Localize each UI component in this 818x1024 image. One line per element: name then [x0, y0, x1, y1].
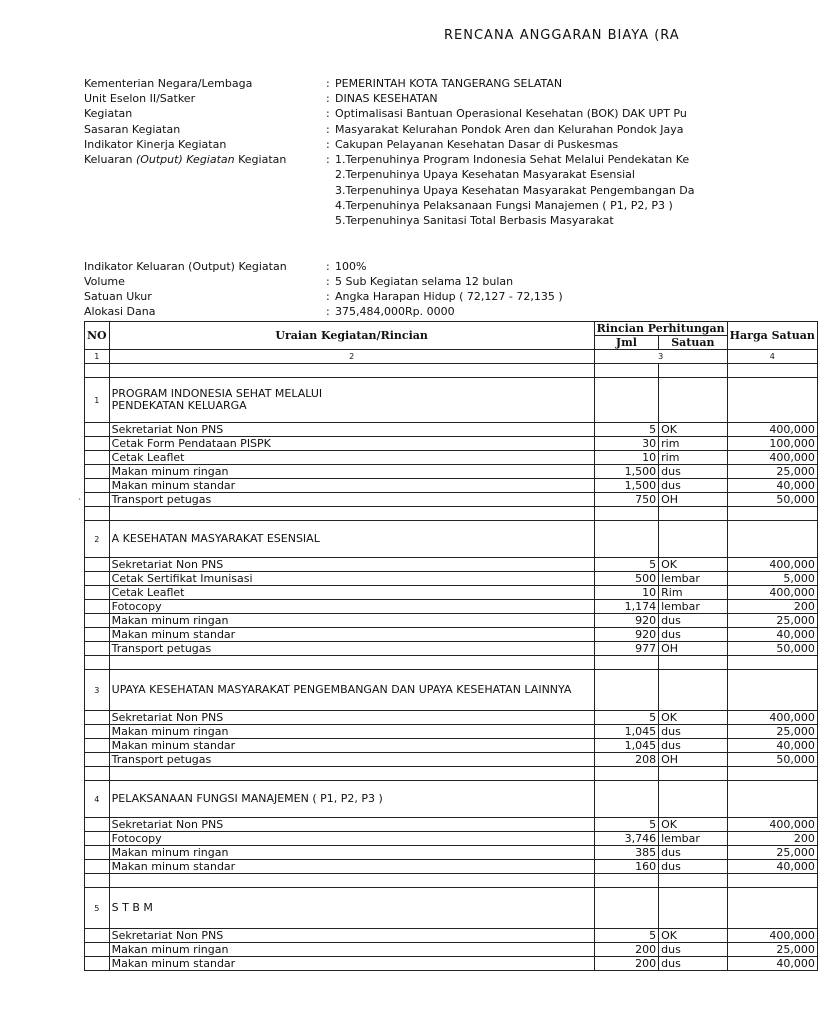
cell — [594, 656, 658, 670]
item-name: Sekretariat Non PNS — [109, 818, 594, 832]
cell — [594, 888, 658, 929]
item-name: Transport petugas — [109, 642, 594, 656]
item-name: Fotocopy — [109, 600, 594, 614]
keluaran-item: 2.Terpenuhinya Upaya Kesehatan Masyarakat Esensial — [335, 168, 635, 182]
info-colon: : — [326, 152, 330, 166]
cell — [85, 423, 110, 437]
header-uraian: Uraian Kegiatan/Rincian — [109, 322, 594, 350]
keluaran-label-c: Kegiatan — [238, 152, 287, 166]
cell — [594, 521, 658, 558]
item-row — [85, 572, 818, 586]
item-name: Makan minum ringan — [109, 846, 594, 860]
section-row — [85, 521, 818, 558]
item-row — [85, 586, 818, 600]
info-row — [84, 91, 768, 106]
item-jml: 920 — [594, 614, 658, 628]
budget-table — [84, 321, 818, 971]
cell — [85, 725, 110, 739]
item-jml: 5 — [594, 818, 658, 832]
cell — [85, 586, 110, 600]
item-harga: 400,000 — [727, 818, 817, 832]
item-harga: 25,000 — [727, 943, 817, 957]
item-name: Makan minum ringan — [109, 725, 594, 739]
item-jml: 200 — [594, 957, 658, 971]
item-name: Cetak Leaflet — [109, 586, 594, 600]
cell — [85, 364, 110, 378]
item-satuan: OH — [659, 493, 728, 507]
col-num: 3 — [594, 350, 727, 364]
spacer — [84, 244, 768, 259]
section-row — [85, 888, 818, 929]
item-name: Cetak Form Pendataan PISPK — [109, 437, 594, 451]
cell — [594, 781, 658, 818]
cell — [85, 572, 110, 586]
cell — [659, 888, 728, 929]
header-no: NO — [85, 322, 110, 350]
cell — [109, 507, 594, 521]
item-row — [85, 558, 818, 572]
item-row — [85, 423, 818, 437]
info-value: Angka Harapan Hidup ( 72,127 - 72,135 ) — [335, 290, 563, 304]
item-name: Sekretariat Non PNS — [109, 711, 594, 725]
cell — [727, 656, 817, 670]
item-row — [85, 600, 818, 614]
item-jml: 5 — [594, 711, 658, 725]
section-title-text: PROGRAM INDONESIA SEHAT MELALUI PENDEKATAN KELUARGA — [111, 387, 323, 412]
item-row — [85, 437, 818, 451]
keluaran-label-a: Keluaran — [84, 152, 136, 166]
cell — [727, 378, 817, 423]
info-value: Optimalisasi Bantuan Operasional Kesehatan (BOK) DAK UPT Pu — [335, 107, 687, 121]
cell — [659, 364, 728, 378]
item-name: Transport petugas — [109, 493, 594, 507]
item-harga: 400,000 — [727, 558, 817, 572]
cell — [594, 670, 658, 711]
cell — [85, 846, 110, 860]
cell — [594, 378, 658, 423]
item-jml: 30 — [594, 437, 658, 451]
section-title — [109, 888, 594, 929]
item-row — [85, 725, 818, 739]
item-satuan: OK — [659, 711, 728, 725]
info-row — [84, 274, 768, 289]
item-jml: 1,174 — [594, 600, 658, 614]
item-satuan: dus — [659, 614, 728, 628]
cell — [594, 767, 658, 781]
item-satuan: OK — [659, 423, 728, 437]
cell — [727, 670, 817, 711]
item-name: Sekretariat Non PNS — [109, 423, 594, 437]
cell — [85, 739, 110, 753]
cell — [727, 781, 817, 818]
item-harga: 50,000 — [727, 753, 817, 767]
item-satuan: dus — [659, 846, 728, 860]
cell — [727, 521, 817, 558]
item-satuan: dus — [659, 957, 728, 971]
item-jml: 1,045 — [594, 725, 658, 739]
item-satuan: OH — [659, 753, 728, 767]
item-jml: 5 — [594, 558, 658, 572]
cell — [85, 929, 110, 943]
item-harga: 100,000 — [727, 437, 817, 451]
item-harga: 40,000 — [727, 628, 817, 642]
item-row — [85, 614, 818, 628]
info-colon: : — [326, 92, 330, 106]
item-row — [85, 493, 818, 507]
info-value: 100% — [335, 259, 367, 273]
table-header-row — [85, 322, 818, 336]
cell — [659, 656, 728, 670]
info-row — [84, 289, 768, 304]
item-name: Cetak Leaflet — [109, 451, 594, 465]
cell — [659, 874, 728, 888]
cell — [727, 507, 817, 521]
item-name: Makan minum ringan — [109, 614, 594, 628]
item-satuan: OK — [659, 929, 728, 943]
item-harga: 400,000 — [727, 929, 817, 943]
col-num: 2 — [109, 350, 594, 364]
item-satuan: dus — [659, 628, 728, 642]
section-number: 4 — [85, 781, 110, 818]
cell — [85, 479, 110, 493]
info-label: Sasaran Kegiatan — [84, 122, 181, 136]
item-harga: 40,000 — [727, 957, 817, 971]
item-harga: 400,000 — [727, 586, 817, 600]
blank-row — [85, 767, 818, 781]
item-name: Makan minum standar — [109, 957, 594, 971]
spacer — [84, 229, 768, 244]
item-harga: 40,000 — [727, 739, 817, 753]
info-value: PEMERINTAH KOTA TANGERANG SELATAN — [335, 77, 563, 90]
item-name: Cetak Sertifikat Imunisasi — [109, 572, 594, 586]
section-title-text: PELAKSANAAN FUNGSI MANAJEMEN ( P1, P2, P3 ) — [111, 792, 383, 805]
info-block — [84, 76, 768, 319]
header-jml: Jml — [594, 336, 658, 350]
item-satuan: lembar — [659, 572, 728, 586]
keluaran-item: 5.Terpenuhinya Sanitasi Total Berbasis Masyarakat — [335, 214, 614, 228]
item-jml: 500 — [594, 572, 658, 586]
info-label: Unit Eselon II/Satker — [84, 92, 196, 106]
item-name: Makan minum ringan — [109, 465, 594, 479]
section-number: 2 — [85, 521, 110, 558]
column-number-row — [85, 350, 818, 364]
item-jml: 385 — [594, 846, 658, 860]
item-jml: 750 — [594, 493, 658, 507]
info-colon: : — [326, 107, 330, 121]
info-value: Cakupan Pelayanan Kesehatan Dasar di Puskesmas — [335, 137, 619, 151]
keluaran-item: 4.Terpenuhinya Pelaksanaan Fungsi Manajemen ( P1, P2, P3 ) — [335, 198, 673, 212]
cell — [659, 670, 728, 711]
cell — [659, 507, 728, 521]
item-name: Fotocopy — [109, 832, 594, 846]
cell — [85, 451, 110, 465]
cell — [727, 767, 817, 781]
cell — [659, 378, 728, 423]
item-row — [85, 957, 818, 971]
info-colon: : — [326, 259, 330, 273]
item-row — [85, 628, 818, 642]
section-title — [109, 781, 594, 818]
item-name: Makan minum ringan — [109, 943, 594, 957]
item-row — [85, 739, 818, 753]
cell — [85, 943, 110, 957]
blank-row — [85, 507, 818, 521]
cell — [594, 364, 658, 378]
info-value: DINAS KESEHATAN — [335, 92, 438, 106]
cell — [659, 767, 728, 781]
item-harga: 25,000 — [727, 465, 817, 479]
cell — [659, 781, 728, 818]
item-row — [85, 451, 818, 465]
item-harga: 200 — [727, 600, 817, 614]
blank-row — [85, 656, 818, 670]
cell — [85, 558, 110, 572]
section-title — [109, 670, 594, 711]
cell — [85, 711, 110, 725]
item-satuan: dus — [659, 725, 728, 739]
cell — [85, 465, 110, 479]
info-row — [84, 106, 768, 121]
info-value: 5 Sub Kegiatan selama 12 bulan — [335, 274, 514, 288]
cell — [109, 364, 594, 378]
item-row — [85, 479, 818, 493]
item-jml: 1,045 — [594, 739, 658, 753]
info-label — [84, 152, 286, 167]
cell — [85, 860, 110, 874]
info-colon: : — [326, 77, 330, 90]
section-row — [85, 378, 818, 423]
info-label: Kementerian Negara/Lembaga — [84, 77, 253, 90]
section-title-text: A KESEHATAN MASYARAKAT ESENSIAL — [111, 532, 320, 545]
item-harga: 50,000 — [727, 642, 817, 656]
info-row — [84, 137, 768, 152]
item-satuan: lembar — [659, 600, 728, 614]
cell — [85, 874, 110, 888]
item-satuan: dus — [659, 739, 728, 753]
cell — [659, 521, 728, 558]
item-satuan: rim — [659, 451, 728, 465]
info-label: Volume — [84, 274, 125, 288]
col-num: 4 — [727, 350, 817, 364]
item-name: Makan minum standar — [109, 628, 594, 642]
item-row — [85, 943, 818, 957]
item-harga: 5,000 — [727, 572, 817, 586]
item-jml: 1,500 — [594, 479, 658, 493]
item-satuan: lembar — [659, 832, 728, 846]
keluaran-label-b: (Output) Kegiatan — [135, 152, 235, 166]
item-satuan: rim — [659, 437, 728, 451]
document-title: RENCANA ANGGARAN BIAYA (RA — [444, 28, 680, 43]
cell — [85, 832, 110, 846]
item-jml: 10 — [594, 451, 658, 465]
item-satuan: dus — [659, 465, 728, 479]
item-jml: 5 — [594, 423, 658, 437]
info-row — [84, 76, 768, 91]
cell — [85, 957, 110, 971]
item-jml: 1,500 — [594, 465, 658, 479]
info-value: Masyarakat Kelurahan Pondok Aren dan Kelurahan Pondok Jaya — [335, 122, 684, 136]
cell — [727, 364, 817, 378]
section-number: 5 — [85, 888, 110, 929]
item-row — [85, 846, 818, 860]
item-name: Makan minum standar — [109, 860, 594, 874]
cell — [85, 437, 110, 451]
item-jml: 208 — [594, 753, 658, 767]
section-number: 3 — [85, 670, 110, 711]
item-row — [85, 929, 818, 943]
info-colon: : — [326, 122, 330, 136]
item-name: Transport petugas — [109, 753, 594, 767]
info-row-keluaran — [84, 152, 768, 167]
item-row — [85, 642, 818, 656]
item-jml: 920 — [594, 628, 658, 642]
item-row — [85, 465, 818, 479]
item-satuan: OH — [659, 642, 728, 656]
item-satuan: dus — [659, 860, 728, 874]
item-jml: 977 — [594, 642, 658, 656]
item-jml: 10 — [594, 586, 658, 600]
header-harga: Harga Satuan — [727, 322, 817, 350]
info-label: Indikator Keluaran (Output) Kegiatan — [84, 259, 287, 273]
cell — [85, 600, 110, 614]
cell — [727, 888, 817, 929]
info-label: Alokasi Dana — [84, 305, 156, 319]
item-satuan: Rim — [659, 586, 728, 600]
blank-row — [85, 874, 818, 888]
info-colon: : — [326, 290, 330, 304]
stray-mark: ` — [78, 498, 82, 507]
cell — [85, 507, 110, 521]
item-harga: 200 — [727, 832, 817, 846]
item-harga: 400,000 — [727, 451, 817, 465]
section-title-text: S T B M — [111, 901, 153, 914]
item-name: Makan minum standar — [109, 739, 594, 753]
item-row — [85, 818, 818, 832]
keluaran-item: 1.Terpenuhinya Program Indonesia Sehat Melalui Pendekatan Ke — [335, 152, 690, 166]
item-jml: 5 — [594, 929, 658, 943]
item-row — [85, 860, 818, 874]
item-name: Makan minum standar — [109, 479, 594, 493]
cell — [594, 874, 658, 888]
item-name: Sekretariat Non PNS — [109, 558, 594, 572]
info-label: Indikator Kinerja Kegiatan — [84, 137, 227, 151]
header-rincian: Rincian Perhitungan — [594, 322, 727, 336]
item-satuan: OK — [659, 818, 728, 832]
cell — [109, 656, 594, 670]
item-satuan: OK — [659, 558, 728, 572]
section-title-text: UPAYA KESEHATAN MASYARAKAT PENGEMBANGAN DAN UPAYA KESEHATAN LAINNYA — [111, 683, 572, 696]
cell — [109, 874, 594, 888]
section-title — [109, 521, 594, 558]
section-number: 1 — [85, 378, 110, 423]
cell — [85, 656, 110, 670]
info-colon: : — [326, 137, 330, 151]
item-harga: 400,000 — [727, 423, 817, 437]
info-value: 375,484,000Rp. 0000 — [335, 305, 455, 319]
cell — [85, 753, 110, 767]
item-name: Sekretariat Non PNS — [109, 929, 594, 943]
section-row — [85, 781, 818, 818]
item-jml: 3,746 — [594, 832, 658, 846]
info-row — [84, 259, 768, 274]
cell — [727, 874, 817, 888]
item-jml: 160 — [594, 860, 658, 874]
cell — [594, 507, 658, 521]
section-row — [85, 670, 818, 711]
item-harga: 40,000 — [727, 479, 817, 493]
item-satuan: dus — [659, 943, 728, 957]
header-satuan: Satuan — [659, 336, 728, 350]
item-satuan: dus — [659, 479, 728, 493]
item-harga: 25,000 — [727, 614, 817, 628]
cell — [85, 818, 110, 832]
col-num: 1 — [85, 350, 110, 364]
item-harga: 50,000 — [727, 493, 817, 507]
info-label: Satuan Ukur — [84, 290, 152, 304]
cell — [85, 642, 110, 656]
item-harga: 25,000 — [727, 725, 817, 739]
item-harga: 400,000 — [727, 711, 817, 725]
blank-row — [85, 364, 818, 378]
item-harga: 40,000 — [727, 860, 817, 874]
item-harga: 25,000 — [727, 846, 817, 860]
info-label: Kegiatan — [84, 107, 133, 121]
cell — [85, 628, 110, 642]
info-row — [84, 304, 768, 319]
item-row — [85, 711, 818, 725]
cell — [85, 767, 110, 781]
cell — [85, 614, 110, 628]
cell — [85, 493, 110, 507]
info-row — [84, 122, 768, 137]
info-colon: : — [326, 305, 330, 319]
cell — [109, 767, 594, 781]
keluaran-item: 3.Terpenuhinya Upaya Kesehatan Masyarakat Pengembangan Da — [335, 183, 695, 197]
item-row — [85, 832, 818, 846]
item-row — [85, 753, 818, 767]
item-jml: 200 — [594, 943, 658, 957]
section-title — [109, 378, 594, 423]
info-colon: : — [326, 274, 330, 288]
